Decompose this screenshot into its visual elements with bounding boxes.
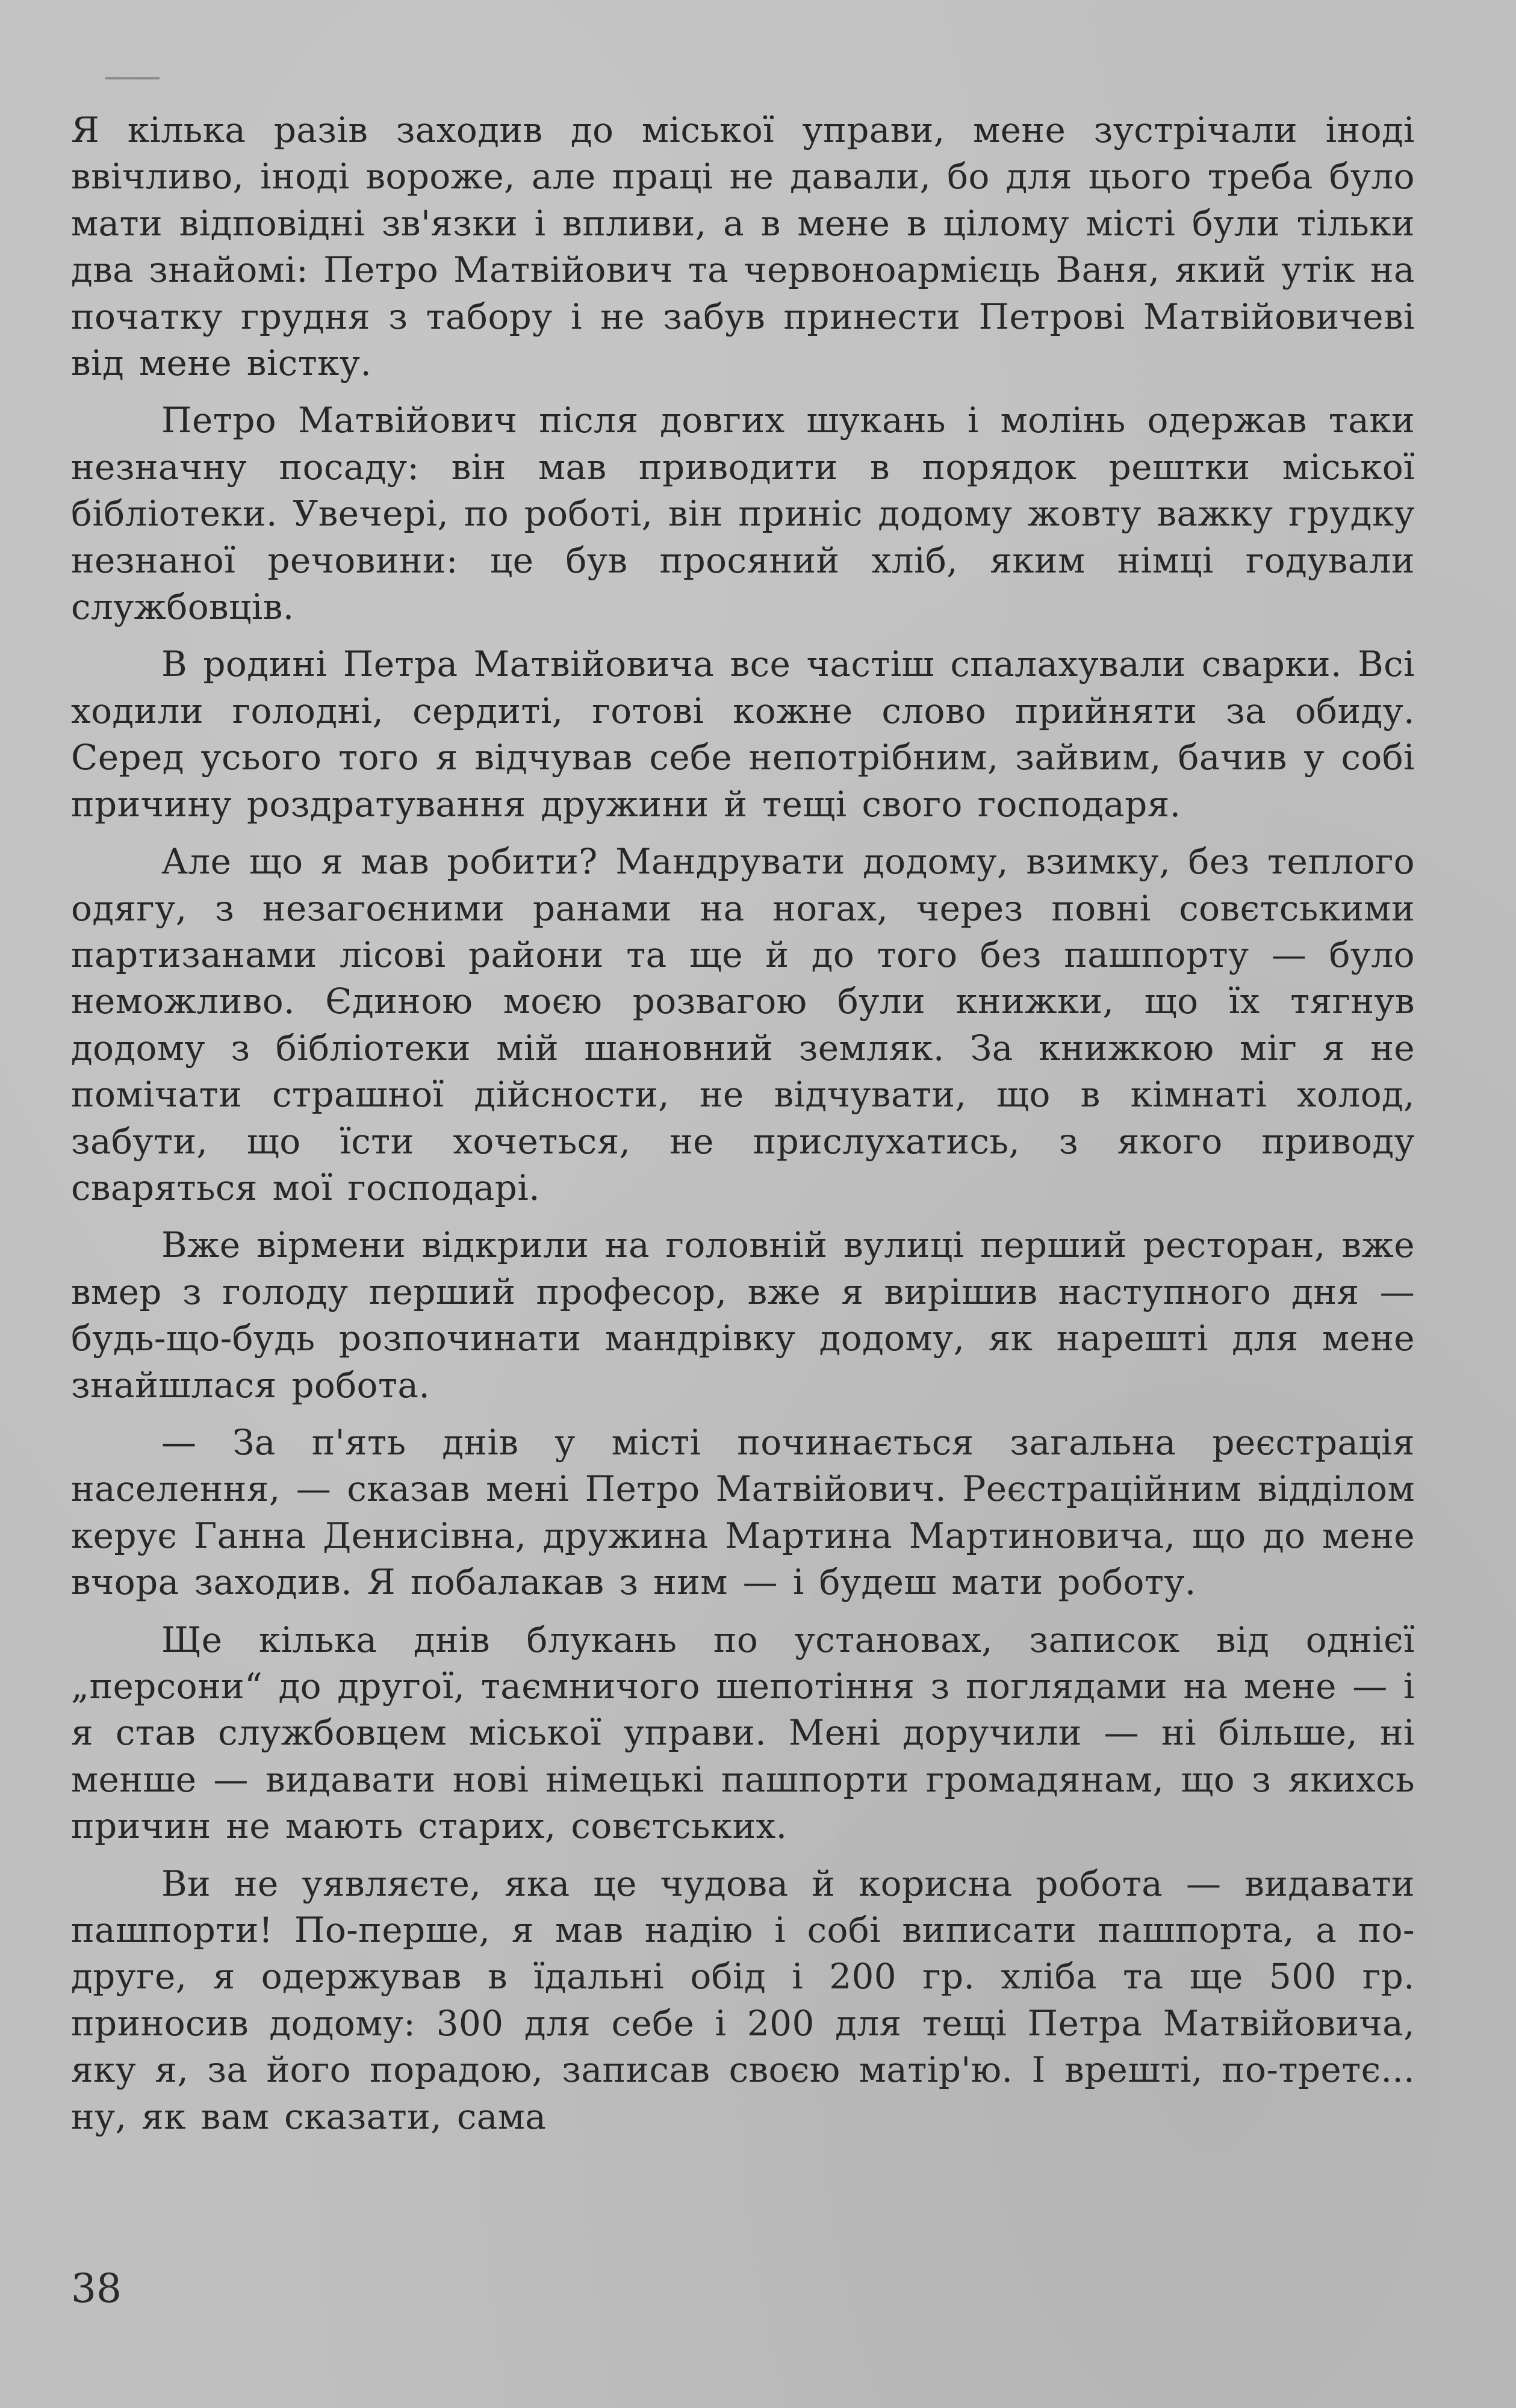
paragraph: Вже вірмени відкрили на головній вулиці перший ресторан, вже вмер з голоду перший професор, вже я вирішив наступного дня — будь-що-будь розпочинати мандрівку додому, як нарешті для мене знайшлася робота. xyxy=(71,1224,1415,1406)
top-rule xyxy=(105,77,160,79)
paragraph: Але що я мав робити? Мандрувати додому, взимку, без теплого одягу, з незагоєними ранами на ногах, через повні совєтськими партизанами лісові райони та ще й до того без пашпорту — було неможливо. Єдиною моєю розвагою були книжки, що їх тягнув додому з бібліотеки мій шановний земляк. За книжкою міг я не помічати страшної дійсности, не відчувати, що в кімнаті холод, забути, що їсти хочеться, не прислухатись, з якого приводу сваряться мої господарі. xyxy=(71,841,1415,1208)
paragraph: Ви не уявляєте, яка це чудова й корисна робота — видавати пашпорти! По-перше, я мав надію і собі виписати пашпорта, а по-друге, я одержував в їдальні обід і 200 гр. хліба та ще 500 гр. приносив додому: 300 для себе і 200 для тещі Петра Матвійовича, яку я, за його порадою, записав своєю матір'ю. І врешті, по-третє... ну, як вам сказати, сама xyxy=(71,1863,1415,2137)
body-text xyxy=(71,107,1415,2140)
paragraph: Ще кілька днів блукань по установах, записок від однієї „персони“ до другої, таємничого шепотіння з поглядами на мене — і я став службовцем міської управи. Мені доручили — ні більше, ні менше — видавати нові німецькі пашпорти громадянам, що з якихсь причин не мають старих, совєтських. xyxy=(71,1619,1415,1847)
page-number: 38 xyxy=(71,2265,122,2312)
paragraph: Я кілька разів заходив до міської управи, мене зустрічали іноді ввічливо, іноді вороже, але праці не давали, бо для цього треба було мати відповідні зв'язки і впливи, а в мене в цілому місті були тільки два знайомі: Петро Матвійович та червоноармієць Ваня, який утік на початку грудня з табору і не забув принести Петрові Матвійовичеві від мене вістку. xyxy=(71,110,1415,384)
paragraph: В родині Петра Матвійовича все частіш спалахували сварки. Всі ходили голодні, сердиті, готові кожне слово прийняти за обиду. Серед усього того я відчував себе непотрібним, зайвим, бачив у собі причину роздратування дружини й тещі свого господаря. xyxy=(71,644,1415,825)
paragraph: Петро Матвійович після довгих шукань і молінь одержав таки незначну посаду: він мав приводити в порядок рештки міської бібліотеки. Увечері, по роботі, він приніс додому жовту важку грудку незнаної речовини: це був просяний хліб, яким німці годували службовців. xyxy=(71,400,1415,628)
paragraph: — За п'ять днів у місті починається загальна реєстрація населення, — сказав мені Петро Матвійович. Реєстраційним відділом керує Ганна Денисівна, дружина Мартина Мартиновича, що до мене вчора заходив. Я побалакав з ним — і будеш мати роботу. xyxy=(71,1421,1415,1603)
